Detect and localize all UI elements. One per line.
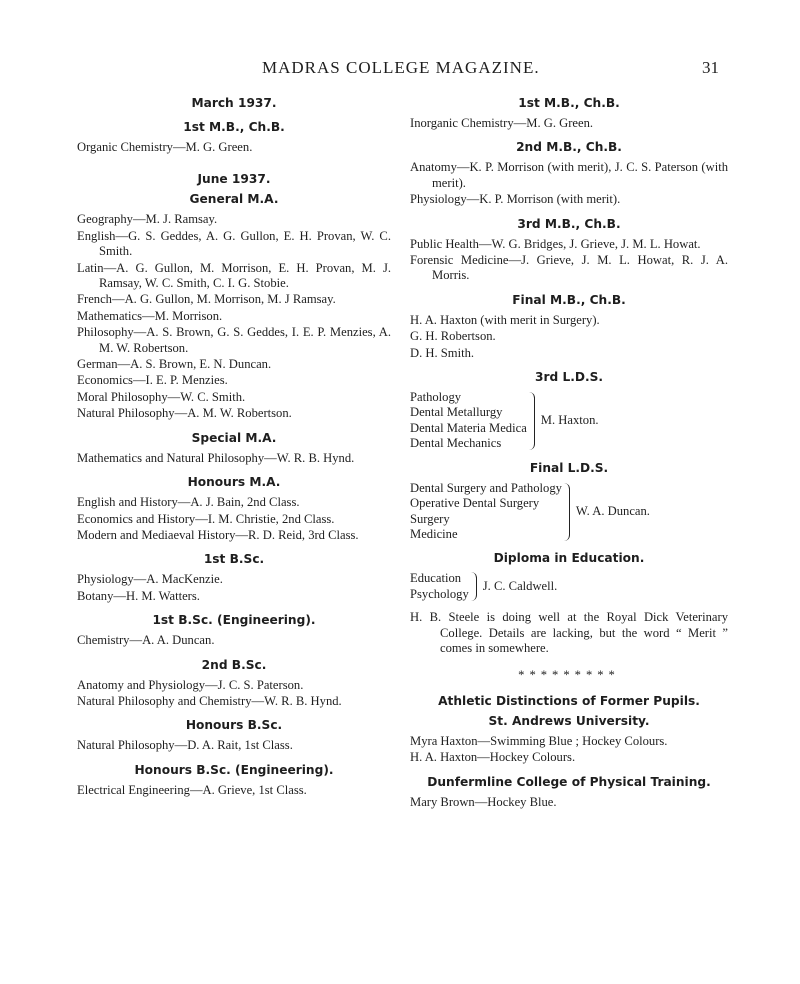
subject-item: Dental Materia Medica: [410, 420, 527, 435]
result-entry: Anatomy and Physiology—J. C. S. Paterson.: [77, 677, 304, 692]
section-heading: Final M.B., Ch.B.: [512, 292, 626, 307]
section-heading: 1st B.Sc.: [203, 552, 265, 567]
brace-mark: [564, 483, 570, 541]
left-column: [77, 96, 391, 798]
subject-item: Dental Surgery and Pathology: [410, 480, 562, 495]
subject-item: Dental Metallurgy: [410, 405, 503, 420]
result-entry: Economics and History—I. M. Christie, 2nd Class.: [77, 511, 335, 526]
section-divider: *********: [518, 668, 620, 683]
result-entry: Chemistry—A. A. Duncan.: [77, 633, 215, 648]
result-entry: Economics—I. E. P. Menzies.: [77, 373, 228, 388]
subject-item: Medicine: [410, 526, 458, 541]
subject-item: Surgery: [410, 511, 450, 526]
result-entry: Forensic Medicine—J. Grieve, J. M. L. Howat, R. J. A. Morris.: [410, 253, 728, 283]
section-heading: 1st M.B., Ch.B.: [518, 96, 620, 110]
candidate-name: J. C. Caldwell.: [482, 579, 558, 594]
section-heading: 2nd M.B., Ch.B.: [516, 140, 622, 155]
subject-item: Dental Mechanics: [410, 436, 502, 451]
result-entry: English—G. S. Geddes, A. G. Gullon, E. H. Provan, W. C. Smith.: [77, 228, 391, 259]
section-heading: Athletic Distinctions of Former Pupils.: [438, 693, 700, 708]
result-entry: Modern and Mediaeval History—R. D. Reid, 3rd Class.: [77, 527, 359, 542]
result-entry: Myra Haxton—Swimming Blue ; Hockey Colours.: [410, 733, 668, 748]
result-entry: Inorganic Chemistry—M. G. Green.: [410, 116, 594, 130]
result-entry: H. A. Haxton (with merit in Surgery).: [410, 312, 600, 327]
spacer: [410, 602, 728, 610]
page-number: 31: [702, 58, 719, 77]
section-heading: Honours B.Sc.: [185, 718, 283, 733]
subject-item: Psychology: [410, 586, 469, 601]
result-entry: Anatomy—K. P. Morrison (with merit), J. C. S. Paterson (with merit).: [410, 160, 728, 190]
subject-item: Education: [410, 571, 462, 586]
subject-list: [410, 390, 527, 452]
section-heading: Final L.D.S.: [529, 460, 609, 475]
right-column: [410, 96, 728, 810]
subject-item: Pathology: [410, 390, 462, 405]
result-entry: Latin—A. G. Gullon, M. Morrison, E. H. Provan, M. J. Ramsay, W. C. Smith, C. I. G. Stobie.: [77, 260, 391, 291]
section-heading: Special M.A.: [191, 430, 277, 445]
subject-list: [410, 481, 562, 543]
section-heading: Diploma in Education.: [493, 551, 645, 566]
result-entry: Geography—M. J. Ramsay.: [77, 212, 218, 227]
result-entry: Electrical Engineering—A. Grieve, 1st Class.: [77, 782, 307, 797]
section-heading: March 1937.: [191, 96, 277, 110]
result-entry: French—A. G. Gullon, M. Morrison, M. J Ramsay.: [77, 292, 336, 307]
result-entry: Moral Philosophy—W. C. Smith.: [77, 389, 246, 404]
subject-item: Operative Dental Surgery: [410, 496, 540, 511]
section-heading: 2nd B.Sc.: [201, 657, 267, 672]
journal-title: MADRAS COLLEGE MAGAZINE.: [262, 58, 540, 77]
result-entry: Physiology—K. P. Morrison (with merit).: [410, 192, 621, 207]
note-paragraph: H. B. Steele is doing well at the Royal Dick Veterinary College. Details are lacking, but the word “ Merit ” comes in somewhere.: [410, 610, 728, 655]
result-entry: Botany—H. M. Watters.: [77, 588, 200, 603]
section-heading: 1st M.B., Ch.B.: [183, 120, 285, 134]
result-entry: Philosophy—A. S. Brown, G. S. Geddes, I. E. P. Menzies, A. M. W. Robertson.: [77, 325, 391, 355]
candidate-name: W. A. Duncan.: [575, 503, 650, 518]
section-heading: Honours M.A.: [187, 475, 281, 490]
result-entry: Natural Philosophy—A. M. W. Robertson.: [77, 406, 292, 421]
result-entry: Mathematics—M. Morrison.: [77, 308, 223, 323]
candidate-name: M. Haxton.: [540, 413, 599, 428]
result-entry: Physiology—A. MacKenzie.: [77, 572, 223, 587]
section-heading: St. Andrews University.: [488, 713, 650, 728]
section-heading: Dunfermline College of Physical Training.: [427, 774, 711, 789]
spacer: [77, 155, 391, 163]
section-heading: June 1937.: [197, 172, 271, 187]
result-entry: Public Health—W. G. Bridges, J. Grieve, J. M. L. Howat.: [410, 236, 701, 251]
section-heading: General M.A.: [189, 192, 279, 207]
result-entry: Natural Philosophy and Chemistry—W. R. B. Hynd.: [77, 693, 342, 708]
section-heading: 3rd M.B., Ch.B.: [517, 216, 621, 231]
result-entry: H. A. Haxton—Hockey Colours.: [410, 750, 576, 765]
result-entry: English and History—A. J. Bain, 2nd Class.: [77, 495, 300, 510]
brace-mark: [471, 572, 477, 601]
subject-group: [410, 481, 728, 543]
result-entry: G. H. Robertson.: [410, 329, 496, 344]
running-head: [0, 58, 800, 78]
section-heading: 3rd L.D.S.: [534, 370, 603, 385]
result-entry: German—A. S. Brown, E. N. Duncan.: [77, 357, 272, 372]
subject-group: [410, 390, 728, 452]
result-entry: Mary Brown—Hockey Blue.: [410, 794, 557, 809]
section-heading: 1st B.Sc. (Engineering).: [152, 613, 316, 628]
result-entry: Natural Philosophy—D. A. Rait, 1st Class.: [77, 738, 293, 753]
subject-group: [410, 571, 728, 602]
subject-list: [410, 571, 469, 602]
result-entry: Organic Chemistry—M. G. Green.: [77, 140, 253, 154]
brace-mark: [529, 392, 535, 450]
result-entry: D. H. Smith.: [410, 345, 475, 360]
result-entry: Mathematics and Natural Philosophy—W. R. B. Hynd.: [77, 450, 355, 465]
section-heading: Honours B.Sc. (Engineering).: [134, 762, 334, 777]
